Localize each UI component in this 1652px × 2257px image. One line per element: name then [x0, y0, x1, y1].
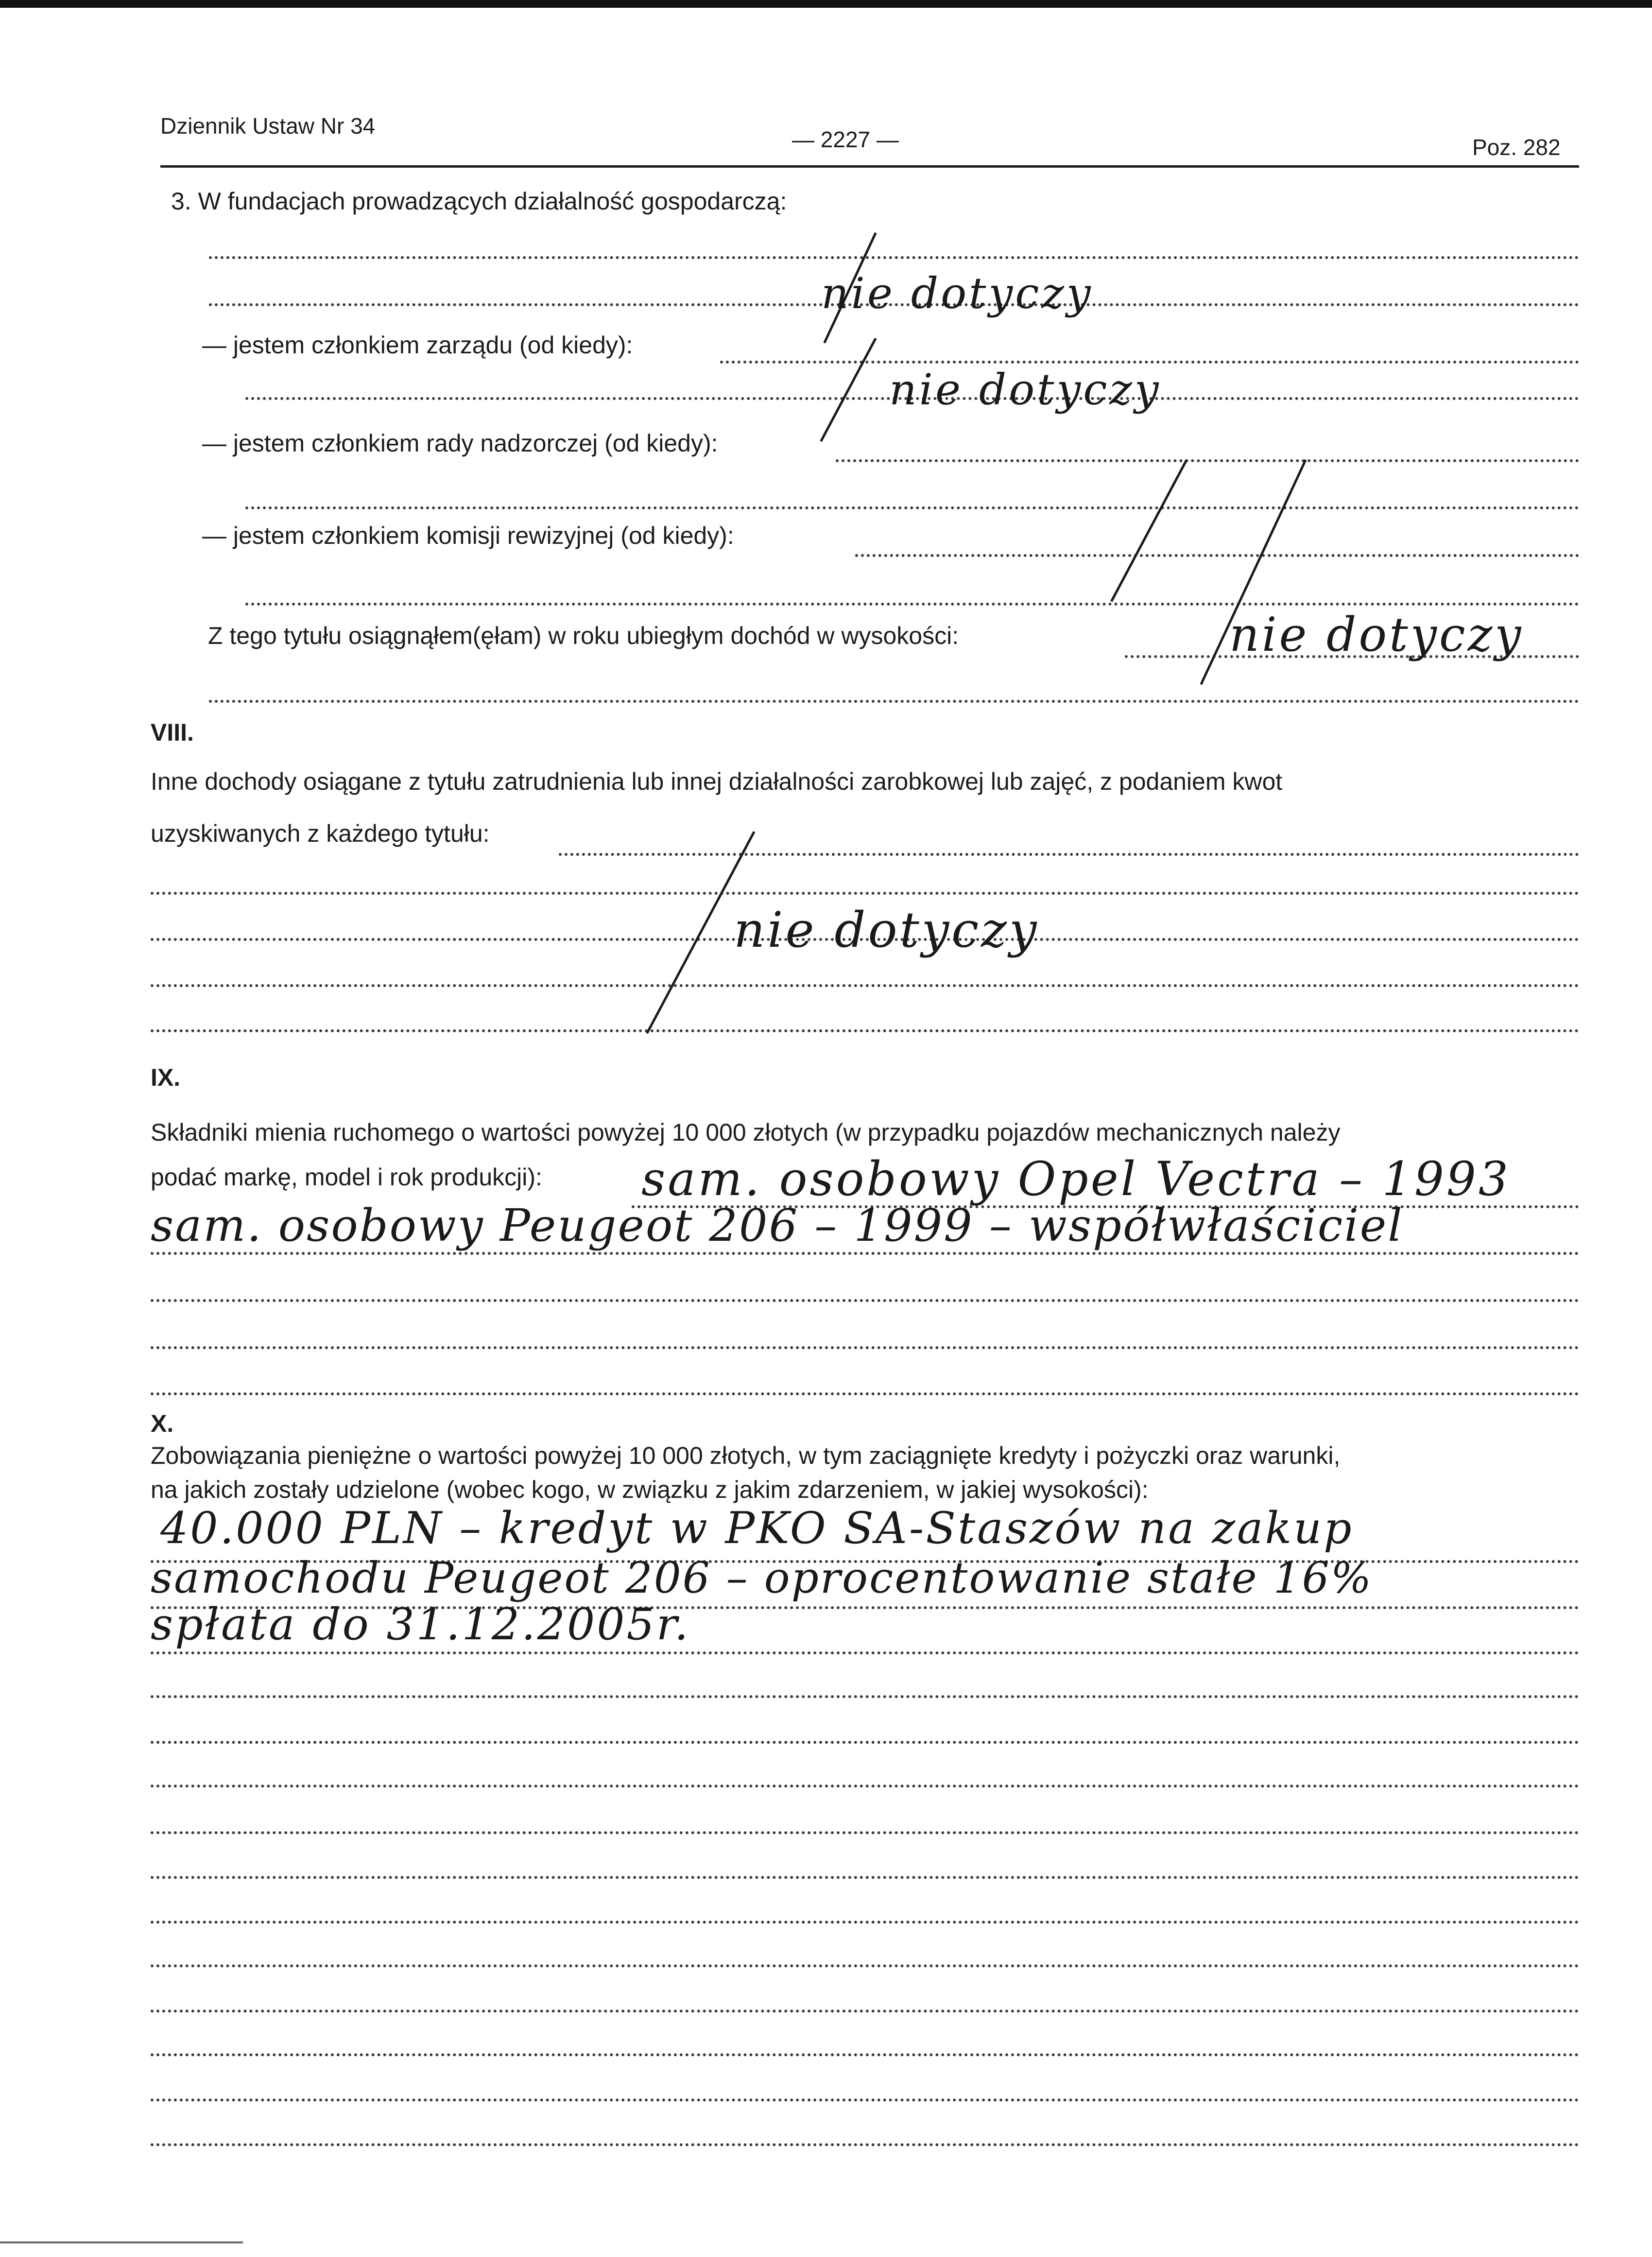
- income-answer: nie dotyczy: [1229, 608, 1524, 662]
- dotted-line: [151, 1741, 1579, 1744]
- dotted-line: [151, 1299, 1579, 1302]
- dotted-line: [245, 506, 1579, 509]
- dotted-line: [151, 1651, 1579, 1654]
- dotted-line: [209, 700, 1579, 703]
- item3-text: 3. W fundacjach prowadzących działalność gospodarczą:: [171, 188, 787, 215]
- section-viii-answer: nie dotyczy: [734, 902, 1039, 958]
- dotted-line: [151, 2053, 1579, 2056]
- dotted-line: [151, 2010, 1579, 2013]
- section-x-text-line1: Zobowiązania pieniężne o wartości powyżej 10 000 złotych, w tym zaciągnięte kredyty i pożyczki oraz warunki,: [151, 1442, 1341, 1469]
- section-x-answer-line1: 40.000 PLN – kredyt w PKO SA-Staszów na zakup: [160, 1503, 1354, 1554]
- section-viii-number: VIII.: [151, 719, 194, 746]
- section-ix-answer-line1: sam. osobowy Opel Vectra – 1993: [641, 1152, 1511, 1206]
- section-x-answer-line3: spłata do 31.12.2005r.: [151, 1599, 690, 1650]
- section-x-number: X.: [151, 1410, 174, 1437]
- dotted-line: [151, 1252, 1579, 1255]
- supervisory-board-label: — jestem członkiem rady nadzorczej (od kiedy):: [202, 430, 718, 457]
- page-number: — 2227 —: [792, 127, 899, 152]
- dotted-line: [151, 1964, 1579, 1967]
- dotted-line: [151, 1695, 1579, 1698]
- dotted-line: [151, 1921, 1579, 1924]
- item3-answer: nie dotyczy: [821, 268, 1093, 318]
- dotted-line: [855, 554, 1579, 557]
- dotted-line: [151, 1029, 1579, 1032]
- board-member-label: — jestem członkiem zarządu (od kiedy):: [202, 331, 633, 359]
- dotted-line: [245, 603, 1579, 606]
- dotted-line: [151, 892, 1579, 895]
- dotted-line: [209, 256, 1579, 259]
- position-number: Poz. 282: [1472, 135, 1561, 160]
- dotted-line: [559, 853, 1579, 856]
- dotted-line: [151, 1346, 1579, 1349]
- dotted-line: [151, 1831, 1579, 1834]
- dotted-line: [151, 1392, 1579, 1395]
- header-rule: [160, 165, 1579, 168]
- dotted-line: [151, 1785, 1579, 1788]
- strike-line: [820, 338, 877, 442]
- board-member-answer: nie dotyczy: [889, 365, 1161, 415]
- section-ix-answer-line2: sam. osobowy Peugeot 206 – 1999 – współwłaściciel: [151, 1199, 1404, 1251]
- section-x-text-line2: na jakich zostały udzielone (wobec kogo, w związku z jakim zdarzeniem, w jakiej wysokości):: [151, 1476, 1149, 1503]
- journal-title: Dziennik Ustaw Nr 34: [160, 113, 376, 139]
- scan-edge: [0, 2241, 243, 2243]
- section-ix-text-line1: Składniki mienia ruchomego o wartości powyżej 10 000 złotych (w przypadku pojazdów mechanicznych należy: [151, 1119, 1341, 1146]
- section-ix-number: IX.: [151, 1064, 181, 1091]
- dotted-line: [151, 2143, 1579, 2146]
- dotted-line: [151, 1876, 1579, 1879]
- section-ix-text-line2: podać markę, model i rok produkcji):: [151, 1163, 542, 1191]
- section-viii-text-line2: uzyskiwanych z każdego tytułu:: [151, 820, 490, 847]
- scan-edge: [0, 0, 1652, 8]
- section-viii-text-line1: Inne dochody osiągane z tytułu zatrudnienia lub innej działalności zarobkowej lub zajęć, z podaniem kwot: [151, 768, 1283, 795]
- section-x-answer-line2: samochodu Peugeot 206 – oprocentowanie stałe 16%: [151, 1553, 1373, 1603]
- income-label: Z tego tytułu osiągnąłem(ęłam) w roku ubiegłym dochód w wysokości:: [208, 622, 959, 649]
- strike-line: [1110, 459, 1187, 602]
- dotted-line: [836, 459, 1579, 462]
- dotted-line: [720, 361, 1579, 364]
- audit-committee-label: — jestem członkiem komisji rewizyjnej (od kiedy):: [202, 522, 734, 549]
- dotted-line: [151, 2099, 1579, 2101]
- dotted-line: [151, 984, 1579, 987]
